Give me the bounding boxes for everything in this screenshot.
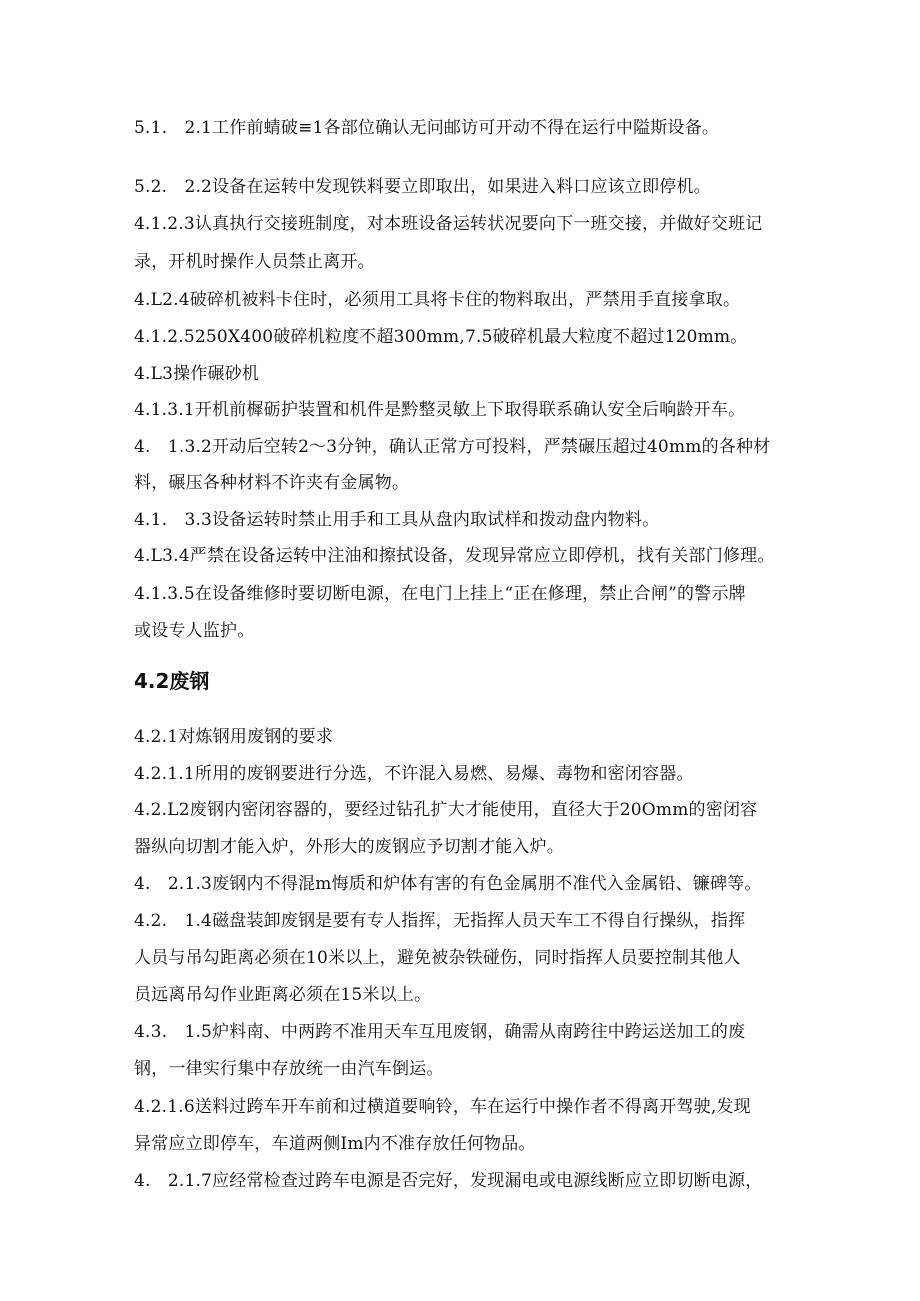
- text-line: 料，碾压各种材料不许夹有金属物。: [134, 473, 410, 493]
- text-line: 器纵向切割才能入炉，外形大的废钢应予切割才能入炉。: [134, 837, 564, 857]
- text-line: 4.3. 1.5炉料南、中两跨不准用天车互甩废钢，确需从南跨往中跨运送加工的废: [134, 1022, 746, 1042]
- text-line: 异常应立即停车，车道两侧Im内不准存放任何物品。: [134, 1134, 536, 1154]
- text-line: 4.1.3.5在设备维修时要切断电源，在电门上挂上“正在修理，禁止合闸”的警示牌: [134, 584, 746, 604]
- text-line: 4.L2.4破碎机被料卡住时，必须用工具将卡住的物料取出，严禁用手直接拿取。: [134, 290, 741, 310]
- text-line: 4.2.L2废钢内密闭容器的，要经过钻孔扩大才能使用，直径大于20Omm的密闭容: [134, 800, 758, 820]
- text-line: 5.1. 2.1工作前蜻破≡1各部位确认无问邮访可开动不得在运行中隘斯设备。: [134, 118, 720, 138]
- text-line: 4.1.2.3认真执行交接班制度，对本班设备运转状况要向下一班交接，并做好交班记: [134, 214, 763, 234]
- text-line: 或设专人监护。: [134, 621, 255, 641]
- text-line: 员远离吊勾作业距离必须在15米以上。: [134, 985, 432, 1005]
- text-line: 4.2. 1.4磁盘装卸废钢是要有专人指挥，无指挥人员天车工不得自行操纵，指挥: [134, 911, 746, 931]
- text-line: 4.L3操作碾砂机: [134, 364, 260, 384]
- text-line: 4.2.1对炼钢用废钢的要求: [134, 727, 334, 747]
- text-line: 录，开机时操作人员禁止离开。: [134, 252, 375, 272]
- section-heading: 4.2废钢: [134, 669, 210, 693]
- text-line: 4.1. 3.3设备运转时禁止用手和工具从盘内取试样和拨动盘内物料。: [134, 510, 660, 530]
- text-line: 4.2.1.1所用的废钢要进行分选，不许混入易燃、易爆、毒物和密闭容器。: [134, 764, 694, 784]
- text-line: 4. 1.3.2开动后空转2～3分钟，确认正常方可投料，严禁碾压超过40mm的各种材: [134, 437, 771, 457]
- text-line: 4.2.1.6送料过跨车开车前和过横道要响铃，车在运行中操作者不得离开驾驶,发现: [134, 1097, 751, 1117]
- text-line: 4. 2.1.7应经常检查过跨车电源是否完好，发现漏电或电源线断应立即切断电源，: [134, 1171, 763, 1191]
- text-line: 钢，一律实行集中存放统一由汽车倒运。: [134, 1059, 444, 1079]
- text-line: 4.1.2.5250X400破碎机粒度不超300mm,7.5破碎机最大粒度不超过120mm。: [134, 327, 748, 347]
- text-line: 4.1.3.1开机前樨砺护装置和机件是黔整灵敏上下取得联系确认安全后响龄开车。: [134, 400, 746, 420]
- text-line: 4. 2.1.3废钢内不得混m悔质和炉体有害的有色金属朋不准代入金属铅、镰碑等。: [134, 874, 762, 894]
- text-line: 人员与吊勾距离必须在10米以上，避免被杂铁碰伤，同时指挥人员要控制其他人: [134, 948, 741, 968]
- text-line: 4.L3.4严禁在设备运转中注油和擦拭设备，发现异常应立即停机，找有关部门修理。: [134, 546, 775, 566]
- text-line: 5.2. 2.2设备在运转中发现铁料要立即取出，如果进入料口应该立即停机。: [134, 177, 711, 197]
